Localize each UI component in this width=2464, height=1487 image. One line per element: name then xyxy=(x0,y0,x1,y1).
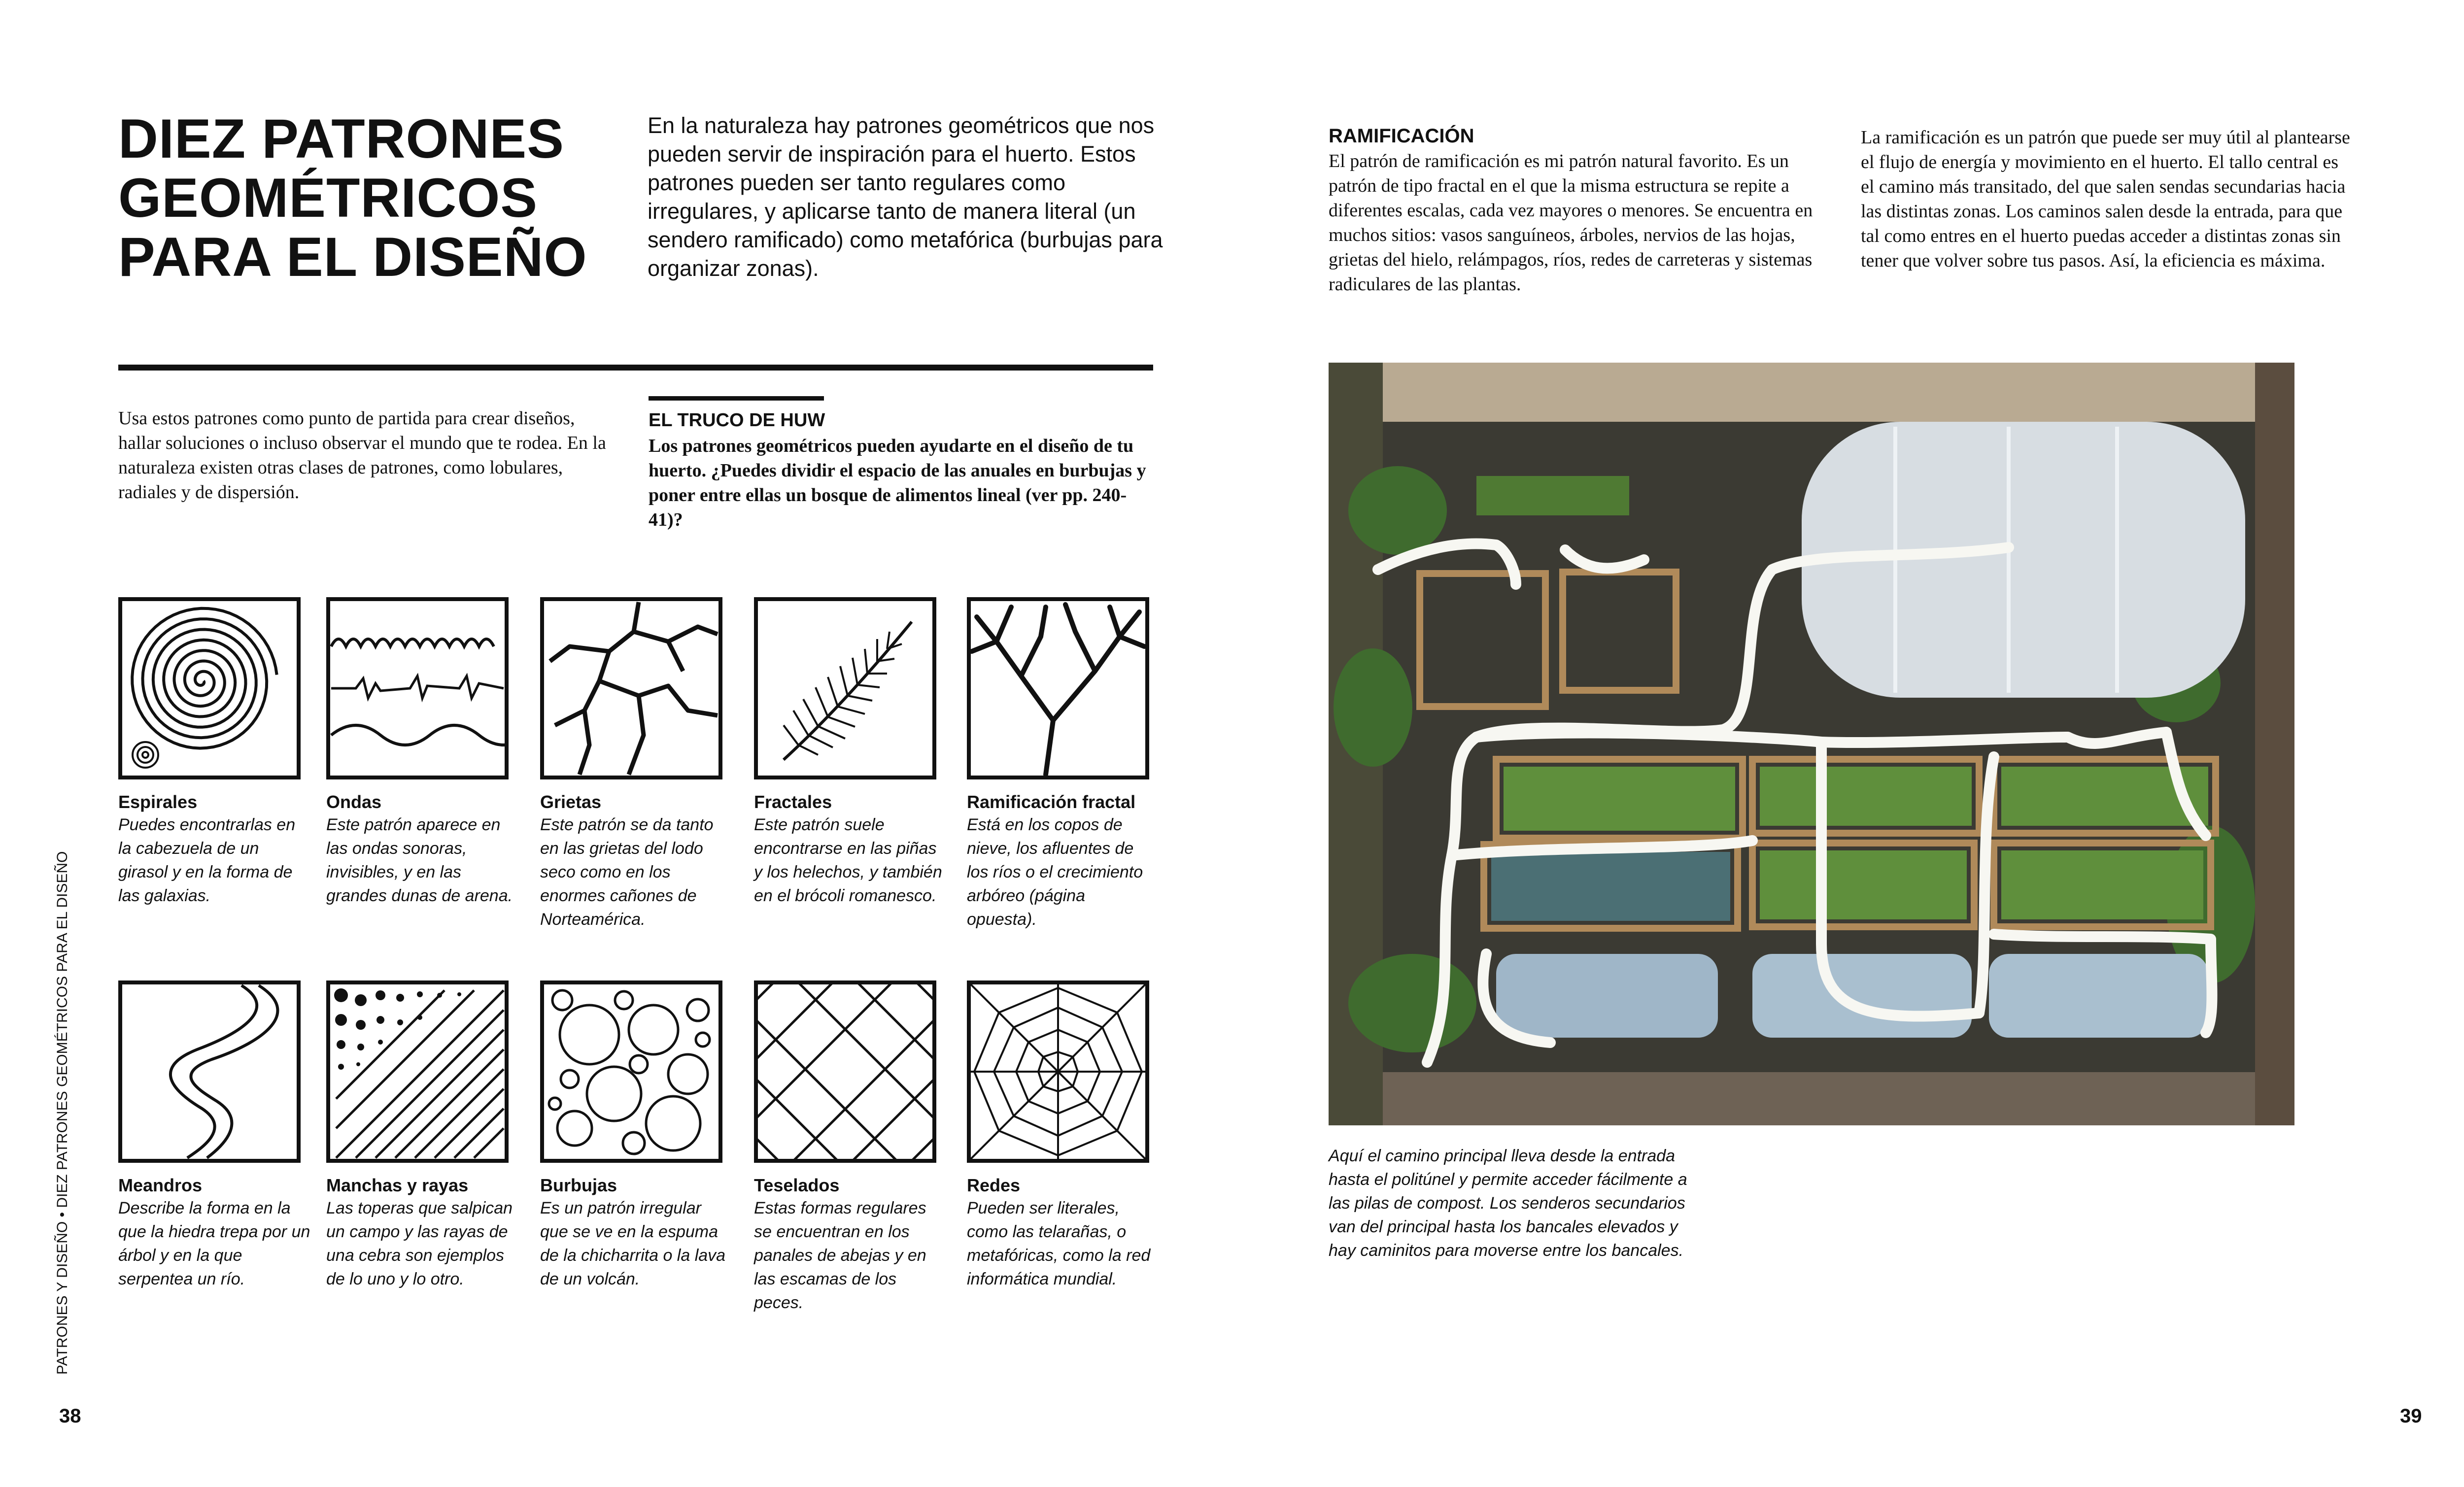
pattern-title: Burbujas xyxy=(540,1175,617,1195)
pattern-caption-2 xyxy=(326,791,518,908)
pattern-text: Pueden ser literales, como las telarañas, o metafóricas, como la red informática mundial. xyxy=(967,1199,1151,1288)
running-head: PATRONES Y DISEÑO • DIEZ PATRONES GEOMÉTRICOS PARA EL DISEÑO xyxy=(54,851,70,1375)
pattern-text: Este patrón aparece en las ondas sonoras, invisibles, y en las grandes dunas de arena. xyxy=(326,815,513,905)
tip-rule xyxy=(649,396,824,401)
pattern-text: Es un patrón irregular que se ve en la espuma de la chicharrita o la lava de un volcán. xyxy=(540,1199,726,1288)
pattern-caption-10 xyxy=(967,1175,1154,1291)
tip-title: EL TRUCO DE HUW xyxy=(649,410,825,431)
pattern-text: Las toperas que salpican un campo y las rayas de una cebra son ejemplos de lo uno y lo otro. xyxy=(326,1199,513,1288)
page-number-left: 38 xyxy=(59,1405,81,1427)
tessellation-icon xyxy=(754,980,936,1163)
title-divider xyxy=(118,365,1153,371)
title-line-3: PARA EL DISEÑO xyxy=(118,226,587,288)
pattern-title: Espirales xyxy=(118,792,198,812)
pattern-title: Manchas y rayas xyxy=(326,1175,469,1195)
pattern-text: Este patrón suele encontrarse en las piñas y los helechos, y también en el brócoli romanesco. xyxy=(754,815,942,905)
pattern-caption-4 xyxy=(754,791,946,908)
photo-caption: Aquí el camino principal lleva desde la entrada hasta el politúnel y permite acceder fácilmente a las pilas de compost. Los senderos secundarios van del principal hasta los bancales elevados y hay caminitos para moverse entre los bancales. xyxy=(1329,1147,1687,1260)
pattern-title: Ondas xyxy=(326,792,382,812)
pattern-title: Grietas xyxy=(540,792,602,812)
section-title: RAMIFICACIÓN xyxy=(1329,125,1474,147)
meander-icon xyxy=(118,980,301,1163)
pattern-title: Ramificación fractal xyxy=(967,792,1136,812)
pattern-caption-1 xyxy=(118,791,310,908)
pattern-title: Teselados xyxy=(754,1175,840,1195)
waves-icon xyxy=(326,597,509,779)
right-column-2: La ramificación es un patrón que puede ser muy útil al plantearse el flujo de energía y movimiento en el huerto. El tallo central es el camino más transitado, del que salen sendas secundarias hacia las distintas zonas. Los caminos salen desde la entrada, para que tal como entres en el huerto puedas acceder a distintas zonas sin tener que volver sobre tus pasos. Así, la eficiencia es máxima. xyxy=(1861,127,2350,271)
pattern-caption-6 xyxy=(118,1175,310,1291)
bubbles-icon xyxy=(540,980,722,1163)
pattern-caption-8 xyxy=(540,1175,732,1291)
pattern-caption-9 xyxy=(754,1175,946,1315)
pattern-text: Estas formas regulares se encuentran en los panales de abejas y en las escamas de los peces. xyxy=(754,1199,926,1312)
cracks-icon xyxy=(540,597,722,779)
pattern-text: Está en los copos de nieve, los afluentes de los ríos o el crecimiento arbóreo (página opuesta). xyxy=(967,815,1143,929)
branching-tree-icon xyxy=(967,597,1149,779)
web-icon xyxy=(967,980,1149,1163)
tip-text: Los patrones geométricos pueden ayudarte en el diseño de tu huerto. ¿Puedes dividir el espacio de las anuales en burbujas y poner entre ellas un bosque de alimentos lineal (ver pp. 240-41)? xyxy=(649,436,1146,530)
lead-paragraph xyxy=(648,111,1175,283)
pattern-text: Este patrón se da tanto en las grietas del lodo seco como en los enormes cañones de Norteamérica. xyxy=(540,815,714,929)
page-number-right: 39 xyxy=(2400,1405,2422,1427)
page-title xyxy=(118,109,611,287)
pattern-title: Meandros xyxy=(118,1175,203,1195)
pattern-text: Describe la forma en la que la hiedra trepa por un árbol y en la que serpentea un río. xyxy=(118,1199,310,1288)
pattern-title: Redes xyxy=(967,1175,1021,1195)
fern-fractal-icon xyxy=(754,597,936,779)
spiral-icon xyxy=(118,597,301,779)
title-line-1: DIEZ PATRONES xyxy=(118,108,564,169)
pattern-caption-3 xyxy=(540,791,732,931)
title-line-2: GEOMÉTRICOS xyxy=(118,167,538,229)
garden-aerial-photo xyxy=(1329,363,2294,1125)
pattern-caption-7 xyxy=(326,1175,518,1291)
right-column-1: El patrón de ramificación es mi patrón natural favorito. Es un patrón de tipo fractal en el que la misma estructura se repite a diferentes escalas, cada vez mayores o menores. Se encuentra en muchos sitios: vasos sanguíneos, árboles, nervios de las hojas, grietas del hielo, relámpagos, ríos, redes de carreteras y sistemas radiculares de las plantas. xyxy=(1329,151,1813,295)
intro-paragraph: Usa estos patrones como punto de partida para crear diseños, hallar soluciones o incluso observar el mundo que te rodea. En la naturaleza existen otras clases de patrones, como lobulares, radiales y de dispersión. xyxy=(118,408,606,503)
pattern-title: Fractales xyxy=(754,792,832,812)
pattern-caption-5 xyxy=(967,791,1154,931)
pattern-text: Puedes encontrarlas en la cabezuela de un girasol y en la forma de las galaxias. xyxy=(118,815,296,905)
spots-stripes-icon xyxy=(326,980,509,1163)
lead-text: En la naturaleza hay patrones geométricos que nos pueden servir de inspiración para el huerto. Estos patrones pueden ser tanto regulares como irregulares, y aplicarse tanto de manera literal (un sendero ramificado) como metafórica (burbujas para organizar zonas). xyxy=(648,113,1163,281)
